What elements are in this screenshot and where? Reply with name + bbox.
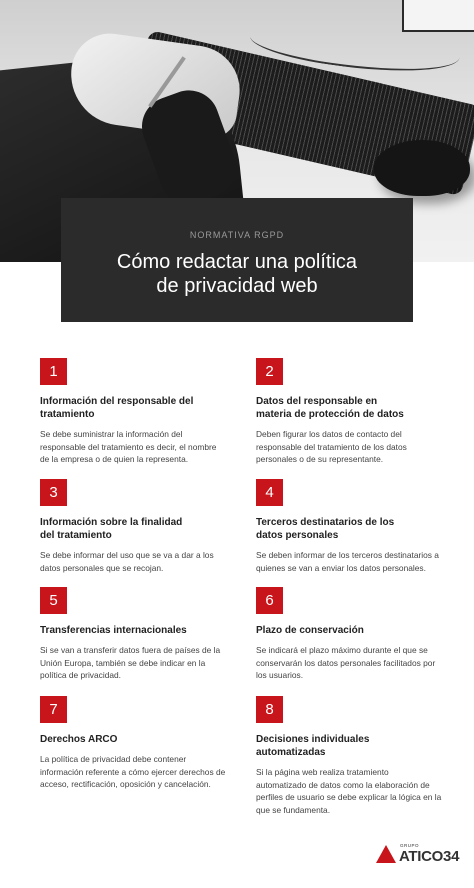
item-description: Si la página web realiza tratamiento automatizado de datos como la elaboración de perfiles de usuario se debe explicar la lógica en la que se fundamenta. — [256, 767, 442, 815]
item-description: Deben figurar los datos de contacto del responsable del tratamiento de los datos personales o de su representante. — [256, 429, 407, 464]
item-3 — [40, 479, 236, 574]
kicker-label: NORMATIVA RGPD — [189, 230, 285, 240]
number-badge: 7 — [40, 696, 67, 723]
item-title: Terceros destinatarios de los datos personales — [256, 517, 395, 541]
number-badge: 2 — [256, 358, 283, 385]
item-title: Transferencias internacionales — [40, 625, 187, 636]
item-7 — [40, 696, 236, 791]
title-card — [61, 198, 413, 322]
item-4 — [256, 479, 452, 574]
item-description: Se debe suministrar la información del responsable del tratamiento es decir, el nombre de la empresa o de quien la representa. — [40, 429, 217, 464]
item-5 — [40, 587, 236, 682]
logo-small-text: GRUPO — [400, 843, 420, 848]
item-title: Derechos ARCO — [40, 734, 118, 745]
title-line-1: Cómo redactar una política — [116, 251, 358, 273]
item-description: Si se van a transferir datos fuera de países de la Unión Europa, también se debe indicar en la política de privacidad. — [40, 645, 221, 680]
number-badge: 8 — [256, 696, 283, 723]
item-1 — [40, 358, 236, 466]
item-description: Se indicará el plazo máximo durante el que se conservarán los datos personales facilitados por los usuarios. — [256, 645, 436, 680]
mouse-image — [374, 140, 470, 196]
item-2 — [256, 358, 452, 466]
item-title: Plazo de conservación — [256, 625, 364, 636]
number-badge: 1 — [40, 358, 67, 385]
logo-triangle-icon — [376, 845, 396, 863]
atico34-logo[interactable] — [376, 843, 468, 863]
logo-brand-text: ATICO34 — [399, 848, 460, 865]
item-6 — [256, 587, 452, 682]
item-title: Información del responsable del tratamiento — [40, 396, 194, 420]
number-badge: 6 — [256, 587, 283, 614]
item-description: Se debe informar del uso que se va a dar a los datos personales que se recojan. — [40, 550, 214, 573]
page-title — [61, 250, 413, 298]
number-badge: 3 — [40, 479, 67, 506]
item-description: Se deben informar de los terceros destinatarios a quienes se van a enviar los datos personales. — [256, 550, 439, 573]
number-badge: 5 — [40, 587, 67, 614]
item-title: Información sobre la finalidad del tratamiento — [40, 517, 183, 541]
title-line-2: de privacidad web — [156, 275, 318, 297]
item-title: Datos del responsable en materia de protección de datos — [256, 396, 404, 420]
item-description: La política de privacidad debe contener información referente a cómo ejercer derechos de acceso, rectificación, oposición y cancelación. — [40, 754, 226, 789]
number-badge: 4 — [256, 479, 283, 506]
monitor-image — [402, 0, 474, 32]
item-8 — [256, 696, 452, 816]
item-title: Decisiones individuales automatizadas — [256, 734, 370, 758]
